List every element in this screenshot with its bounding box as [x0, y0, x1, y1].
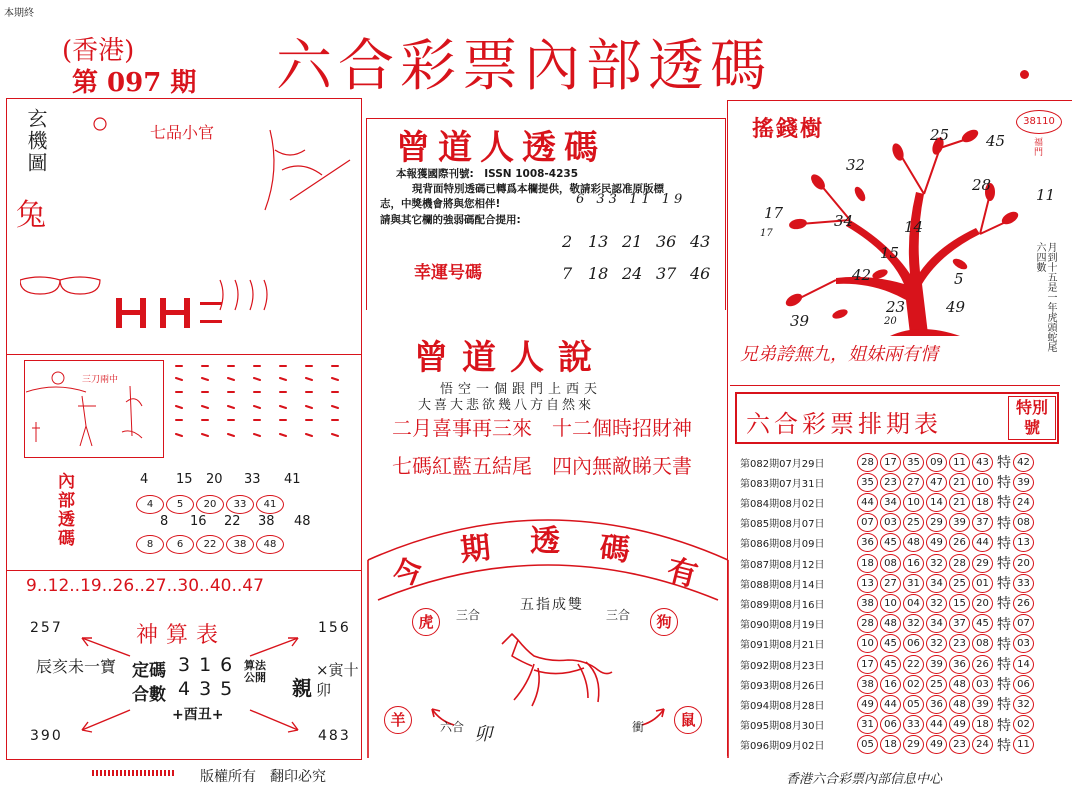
draw-number: 32: [903, 614, 924, 633]
draw-number: 10: [880, 594, 901, 613]
draw-number: 23: [949, 634, 970, 653]
hand-top: 6 33 11 19: [576, 192, 687, 207]
draw-number: 32: [926, 594, 947, 613]
neibu-num: 48: [294, 514, 311, 529]
draw-number: 48: [949, 695, 970, 714]
row-label: 第086期08月09日: [740, 539, 825, 551]
tree-title: 搖錢樹: [752, 116, 825, 142]
special-number: 14: [1013, 655, 1034, 674]
draw-number: 37: [949, 614, 970, 633]
draw-number: 36: [949, 655, 970, 674]
draw-number: 44: [926, 715, 947, 734]
special-label: 特: [997, 636, 1011, 653]
draw-number: 07: [857, 513, 878, 532]
special-number: 03: [1013, 634, 1034, 653]
poem-line-2: 大喜大悲欲幾八方自然來: [418, 398, 595, 413]
neibu-num: 41: [284, 472, 301, 487]
neibu-circle: 33: [226, 495, 254, 514]
draw-number: 49: [926, 533, 947, 552]
draw-number: 32: [926, 554, 947, 573]
draw-number: 39: [972, 695, 993, 714]
lucky-num: 13: [588, 232, 609, 251]
shensuan-top-left: 257: [30, 620, 63, 636]
draw-number: 08: [972, 634, 993, 653]
lucky-num: 7: [562, 264, 573, 283]
neibu-row-2: [160, 514, 311, 529]
special-label: 特: [997, 455, 1011, 471]
special-label: 特: [997, 616, 1011, 633]
money-tree: [740, 124, 1020, 340]
draw-number: 03: [880, 513, 901, 532]
poem-line-1: 悟空一個跟門上西天: [440, 382, 603, 397]
left-divider-2: [6, 570, 362, 571]
draw-number: 23: [949, 735, 970, 754]
draw-number: 17: [857, 655, 878, 674]
tree-caption: 兄弟誇無九，姐妹兩有情: [740, 344, 938, 365]
special-label: 特: [997, 515, 1011, 532]
row-label: 第089期08月16日: [740, 599, 825, 611]
draw-number: 18: [857, 554, 878, 573]
special-label: 特: [997, 475, 1011, 492]
lucky-num: 37: [656, 264, 677, 283]
right-line-top: [727, 100, 1072, 101]
neibu-label: 內部透碼: [54, 472, 74, 548]
tree-badge-sub: 福門: [1034, 138, 1044, 158]
table-title: 六合彩票排期表: [746, 410, 942, 438]
table-row: [740, 614, 1048, 634]
shensuan-left-hand: 辰亥未一寶: [36, 657, 117, 676]
row-label: 第096期09月02日: [740, 741, 825, 753]
table-row: [740, 634, 1048, 654]
special-label: 特: [997, 576, 1011, 593]
draw-number: 08: [880, 554, 901, 573]
draw-number: 04: [903, 594, 924, 613]
draw-number: 29: [926, 513, 947, 532]
neibu-num: 8: [160, 514, 169, 529]
draw-number: 26: [972, 655, 993, 674]
row-label: 第082期07月29日: [740, 458, 825, 470]
tree-number: 20: [884, 316, 897, 327]
tree-number: 11: [1036, 186, 1056, 204]
line-1: 二月喜事再三來 十二個時招財神: [392, 416, 692, 440]
special-number: 33: [1013, 574, 1034, 593]
row-label: 第087期08月12日: [740, 559, 825, 571]
tree-number: 45: [986, 132, 1006, 150]
neibu-circle: 8: [136, 535, 164, 554]
draw-number: 45: [880, 634, 901, 653]
tree-number: 5: [954, 270, 964, 288]
copyright: 版權所有 翻印必究: [200, 769, 326, 785]
draw-number: 38: [857, 675, 878, 694]
draw-number: 27: [903, 473, 924, 492]
special-label: 特: [997, 677, 1011, 694]
draw-number: 45: [972, 614, 993, 633]
table-badge: 特別號: [1015, 398, 1048, 437]
draw-number: 36: [857, 533, 878, 552]
notice-line-1: 本報獲國際刊號: ISSN 1008-4235: [396, 168, 579, 180]
qipin-label: 七品小官: [150, 123, 215, 142]
draw-number: 21: [949, 473, 970, 492]
special-number: 42: [1013, 453, 1034, 472]
shensuan-title: 神算表: [136, 623, 227, 648]
draw-number: 18: [972, 715, 993, 734]
draw-number: 05: [903, 695, 924, 714]
lucky-num: 36: [656, 232, 677, 251]
dingma-label: 定碼: [132, 661, 166, 681]
jinqi-char: 透: [530, 524, 560, 559]
row-label: 第092期08月23日: [740, 660, 825, 672]
heshu-value: 435: [178, 678, 242, 700]
table-row: [740, 593, 1048, 613]
jinqi-char: 有: [663, 552, 701, 595]
special-number: 24: [1013, 493, 1034, 512]
special-number: 39: [1013, 473, 1034, 492]
neibu-row-1: [140, 472, 301, 487]
draw-number: 28: [857, 614, 878, 633]
shensuan-bottom-right: 483: [318, 728, 351, 744]
draw-number: 45: [880, 533, 901, 552]
draw-number: 49: [949, 715, 970, 734]
draw-number: 35: [857, 473, 878, 492]
draw-number: 32: [926, 634, 947, 653]
left-divider-1: [6, 354, 362, 355]
xuanji-label: 玄機圖: [24, 108, 48, 174]
draw-number: 27: [880, 574, 901, 593]
draw-number: 43: [972, 453, 993, 472]
draw-number: 06: [903, 634, 924, 653]
neibu-num: 38: [258, 514, 275, 529]
draw-number: 37: [972, 513, 993, 532]
row-label: 第088期08月14日: [740, 579, 825, 591]
row-label: 第095期08月30日: [740, 721, 825, 733]
special-number: 11: [1013, 735, 1034, 754]
special-number: 06: [1013, 675, 1034, 694]
draw-number: 09: [926, 453, 947, 472]
tree-number: 15: [880, 244, 900, 262]
special-label: 特: [997, 556, 1011, 572]
table-row: [740, 553, 1048, 573]
neibu-circle: 38: [226, 535, 254, 554]
barcode-strip: [92, 770, 176, 776]
neibu-circle: 4: [136, 495, 164, 514]
draw-number: 48: [949, 675, 970, 694]
zodiac-hu: 虎: [412, 608, 440, 636]
special-label: 特: [997, 697, 1011, 714]
draw-number: 18: [880, 735, 901, 754]
shensuan-bottom: +酉丑+: [172, 707, 224, 723]
draw-number: 48: [903, 533, 924, 552]
lucky-num: 18: [588, 264, 609, 283]
special-label: 特: [997, 596, 1011, 613]
row-label: 第093期08月26日: [740, 680, 825, 692]
tree-number: 23: [886, 298, 906, 316]
special-number: 02: [1013, 715, 1034, 734]
zodiac-shu: 鼠: [674, 706, 702, 734]
row-label: 第094期08月28日: [740, 700, 825, 712]
draw-number: 03: [972, 675, 993, 694]
table-row: [740, 715, 1048, 735]
draw-number: 44: [972, 533, 993, 552]
draw-number: 31: [857, 715, 878, 734]
tree-number: 14: [904, 218, 924, 236]
lucky-num: 43: [690, 232, 711, 251]
table-row: [740, 452, 1048, 472]
jinqi-char: 今: [389, 552, 427, 595]
table-row: [740, 492, 1048, 512]
table-row: [740, 654, 1048, 674]
lucky-row-1: [562, 232, 710, 251]
row-label: 第091期08月21日: [740, 640, 825, 652]
lucky-num: 24: [622, 264, 643, 283]
draw-number: 21: [949, 493, 970, 512]
special-label: 特: [997, 535, 1011, 552]
draw-number: 23: [880, 473, 901, 492]
special-number: 32: [1013, 695, 1034, 714]
special-label: 特: [997, 657, 1011, 673]
neibu-circle: 5: [166, 495, 194, 514]
tree-number: 25: [930, 126, 950, 144]
stamp: 本期終: [4, 8, 34, 19]
neibu-circle: 6: [166, 535, 194, 554]
special-label: 特: [997, 737, 1011, 754]
issue-label: 第 097 期: [72, 68, 197, 98]
draw-number: 38: [857, 594, 878, 613]
draw-number: 44: [880, 695, 901, 714]
tree-badge: 38110: [1016, 110, 1062, 134]
draw-number: 34: [926, 574, 947, 593]
shensuan-right-hand: ×寅十卯: [316, 661, 359, 699]
special-number: 07: [1013, 614, 1034, 633]
scene-sketch: [26, 362, 162, 456]
draw-number: 16: [880, 675, 901, 694]
jinqi-char: 期: [458, 530, 493, 569]
draw-number: 05: [857, 735, 878, 754]
draw-number: 48: [880, 614, 901, 633]
draw-number: 29: [903, 735, 924, 754]
draw-number: 47: [926, 473, 947, 492]
sanhe-left: 三合: [456, 608, 481, 622]
draw-number: 44: [857, 493, 878, 512]
lucky-num: 46: [690, 264, 711, 283]
horse-illustration: [494, 630, 614, 720]
tree-number: 17: [760, 228, 773, 239]
special-number: 13: [1013, 533, 1034, 552]
neibu-circle: 41: [256, 495, 284, 514]
tree-number: 17: [764, 204, 784, 222]
zodiac-gou: 狗: [650, 608, 678, 636]
jinqi-char: 碼: [597, 530, 632, 569]
neibu-row-2-circled: [136, 532, 286, 554]
draw-number: 49: [926, 735, 947, 754]
tree-number: 42: [852, 266, 872, 284]
neibu-num: 16: [190, 514, 207, 529]
number-line: 9..12..19..26..27..30..40..47: [26, 576, 264, 596]
tree-number: 34: [834, 212, 854, 230]
draw-number: 01: [972, 574, 993, 593]
draw-number: 18: [972, 493, 993, 512]
draw-number: 49: [857, 695, 878, 714]
neibu-num: 22: [224, 514, 241, 529]
xuanji-sketch: [20, 110, 360, 350]
row-label: 第085期08月07日: [740, 519, 825, 531]
neibu-row-1-circled: [136, 492, 286, 514]
line-2: 七碼紅藍五結尾 四內無敵睇天書: [392, 454, 692, 478]
table-row: [740, 674, 1048, 694]
draw-number: 45: [880, 655, 901, 674]
draw-number: 02: [903, 675, 924, 694]
notice-line-4: 請與其它欄的強弱碼配合提用:: [380, 214, 521, 226]
scene-label: 三刀兩中: [82, 375, 119, 385]
draw-number: 34: [880, 493, 901, 512]
draw-number: 11: [949, 453, 970, 472]
xuanji-char: 兔: [16, 198, 46, 233]
draw-number: 33: [903, 715, 924, 734]
footer: 香港六合彩票內部信息中心: [786, 772, 943, 787]
neibu-circle: 48: [256, 535, 284, 554]
draw-number: 20: [972, 594, 993, 613]
region-label: (香港): [62, 36, 135, 66]
wuzhi-label: 五指成雙: [520, 597, 584, 613]
neibu-num: 20: [206, 472, 223, 487]
chong-label: 衝: [632, 720, 645, 734]
shensuan-right-bold: 親: [292, 676, 312, 700]
lucky-row-2: [562, 264, 710, 283]
verse-columns: [168, 360, 358, 456]
table-row: [740, 472, 1048, 492]
draw-number: 28: [949, 554, 970, 573]
zeng-title: 曾道人透碼: [396, 128, 606, 168]
special-label: 特: [997, 495, 1011, 512]
neibu-num: 4: [140, 472, 149, 487]
draw-number: 10: [903, 493, 924, 512]
sanhe-right: 三合: [606, 608, 631, 622]
neibu-circle: 22: [196, 535, 224, 554]
neibu-num: 15: [176, 472, 193, 487]
lucky-num: 21: [622, 232, 643, 251]
draw-number: 39: [949, 513, 970, 532]
table-row: [740, 533, 1048, 553]
tree-number: 49: [946, 298, 966, 316]
draw-number: 25: [926, 675, 947, 694]
draw-number: 35: [903, 453, 924, 472]
table-row: [740, 735, 1048, 755]
draw-number: 31: [903, 574, 924, 593]
draw-number: 06: [880, 715, 901, 734]
title-dot: [1020, 70, 1029, 79]
draw-number: 10: [972, 473, 993, 492]
notice-line-2: 現背面特別透碼已轉爲本欄提供，敬請彩民認准原版標: [412, 183, 664, 195]
tree-side: 月到十五是一年虎頭蛇尾六四數: [1034, 242, 1056, 352]
shensuan-top-right: 156: [318, 620, 351, 636]
draw-number: 39: [926, 655, 947, 674]
row-label: 第083期07月31日: [740, 478, 825, 490]
lucky-label: 幸運号碼: [414, 263, 482, 283]
special-number: 20: [1013, 554, 1034, 573]
shensuan-side: 算法公開: [244, 659, 266, 684]
special-number: 26: [1013, 594, 1034, 613]
shuo-title: 曾道人說: [414, 338, 606, 378]
draw-number: 16: [903, 554, 924, 573]
dingma-value: 316: [178, 654, 242, 676]
table-row: [740, 694, 1048, 714]
liuhe-label: 六合: [440, 720, 465, 734]
special-number: 08: [1013, 513, 1034, 532]
draw-number: 10: [857, 634, 878, 653]
draw-number: 34: [926, 614, 947, 633]
row-label: 第090期08月19日: [740, 620, 825, 632]
shensuan-bottom-left: 390: [30, 728, 63, 744]
draw-number: 28: [857, 453, 878, 472]
draw-number: 36: [926, 695, 947, 714]
right-divider: [730, 385, 1060, 386]
lucky-num: 2: [562, 232, 573, 251]
row-label: 第084期08月02日: [740, 498, 825, 510]
table-row: [740, 573, 1048, 593]
table-row: [740, 513, 1048, 533]
draw-number: 14: [926, 493, 947, 512]
draw-number: 22: [903, 655, 924, 674]
draw-number: 26: [949, 533, 970, 552]
hand-bottom: 卯: [474, 724, 492, 745]
neibu-num: 33: [244, 472, 261, 487]
draw-number: 13: [857, 574, 878, 593]
draw-number: 25: [949, 574, 970, 593]
tree-number: 39: [790, 312, 810, 330]
special-label: 特: [997, 717, 1011, 734]
draw-number: 15: [949, 594, 970, 613]
tree-number: 32: [846, 156, 866, 174]
draw-number: 17: [880, 453, 901, 472]
draw-number: 24: [972, 735, 993, 754]
neibu-circle: 20: [196, 495, 224, 514]
page-title: 六合彩票內部透碼: [276, 34, 772, 99]
draw-number: 29: [972, 554, 993, 573]
tree-number: 28: [972, 176, 992, 194]
notice-line-3: 志，中獎機會將與您相伴!: [380, 198, 501, 210]
zodiac-yang: 羊: [384, 706, 412, 734]
draw-number: 25: [903, 513, 924, 532]
heshu-label: 合數: [132, 685, 166, 705]
